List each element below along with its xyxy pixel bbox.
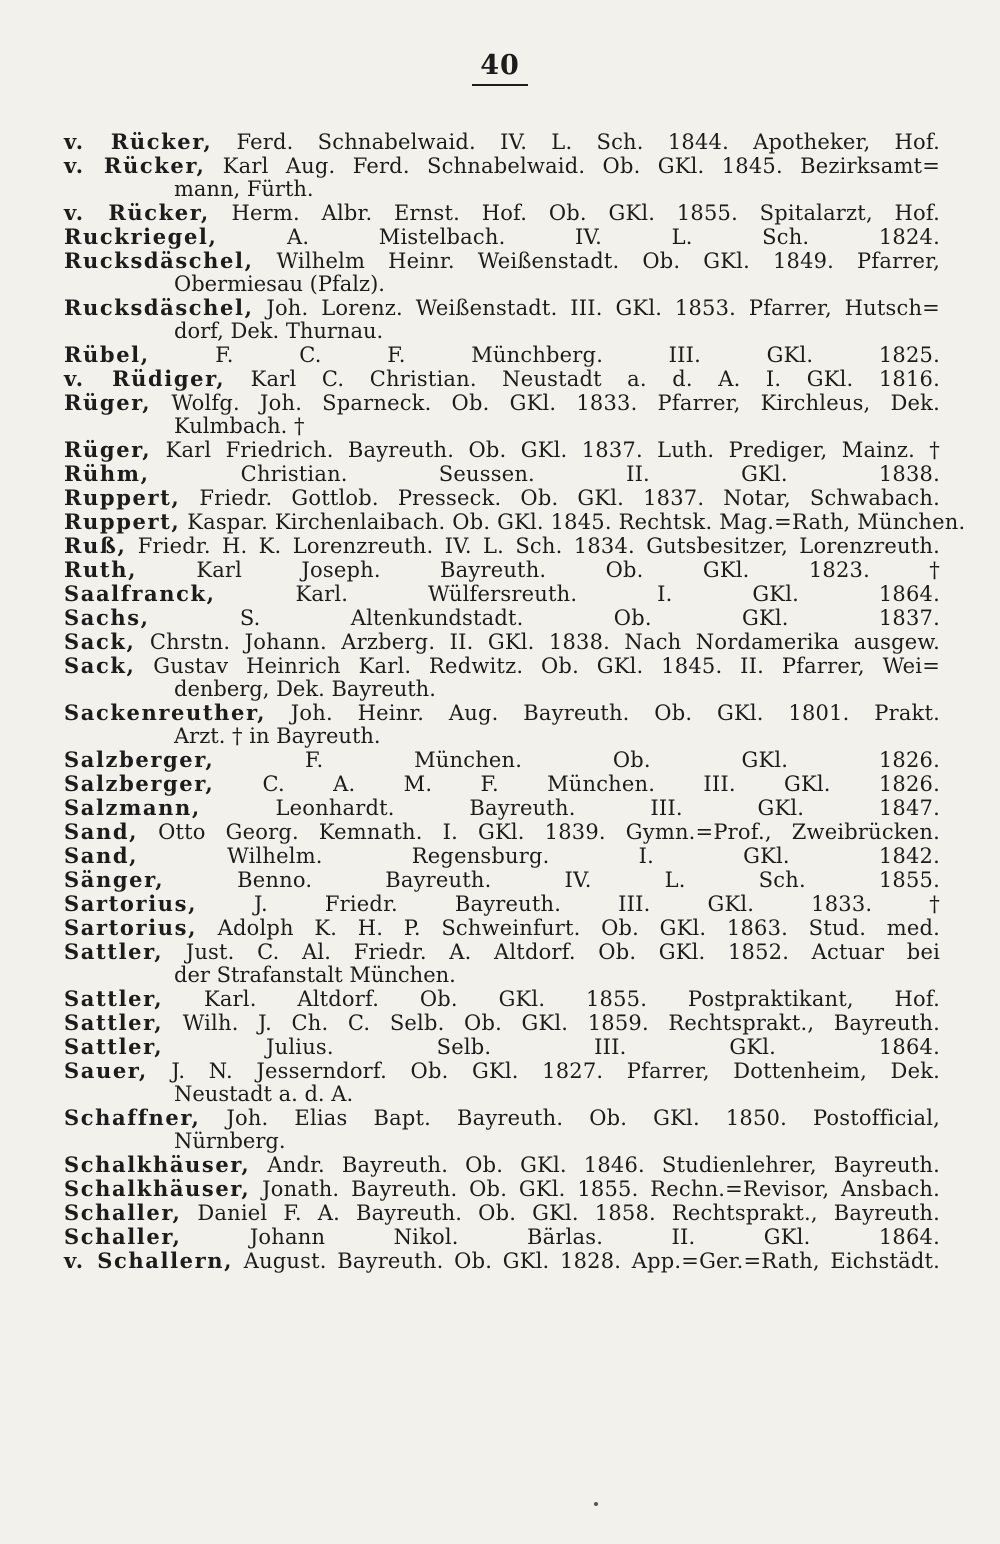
entry-details: Gustav Heinrich Karl. Redwitz. Ob. GKl. 1845. II. Pfarrer, Wei= <box>153 654 940 678</box>
entry-details: F. München. Ob. GKl. 1826. <box>305 748 940 772</box>
entry-surname: v. Rücker, <box>64 129 213 154</box>
entry-details: Wilh. J. Ch. C. Selb. Ob. GKl. 1859. Rechtsprakt., Bayreuth. <box>182 1011 940 1035</box>
entry-details: Karl C. Christian. Neustadt a. d. A. I. GKl. 1816. <box>250 367 940 391</box>
entry-first-line <box>64 1201 940 1225</box>
entry-surname: Ruth, <box>64 557 137 582</box>
entry-first-line <box>64 772 940 796</box>
entry-details: Karl Aug. Ferd. Schnabelwaid. Ob. GKl. 1845. Bezirksamt= <box>222 154 940 178</box>
register-entry <box>64 486 940 510</box>
entry-surname: Schalkhäuser, <box>64 1176 251 1201</box>
entry-surname: Schalkhäuser, <box>64 1152 251 1177</box>
entry-first-line <box>64 892 940 916</box>
entry-surname: Schaffner, <box>64 1105 201 1130</box>
entry-surname: Sackenreuther, <box>64 700 267 725</box>
entry-first-line <box>64 391 940 415</box>
entry-surname: Sartorius, <box>64 891 197 916</box>
entry-continuation: Kulmbach. † <box>174 414 305 438</box>
register-entry <box>64 438 940 462</box>
entry-first-line <box>64 1106 940 1130</box>
entry-first-line <box>64 367 940 391</box>
register-entry <box>64 225 940 249</box>
entry-first-line <box>64 987 940 1011</box>
register-entry <box>64 509 966 534</box>
register-entry <box>64 1153 940 1177</box>
entry-first-line <box>64 844 940 868</box>
register-entry <box>64 654 940 701</box>
entry-first-line <box>64 201 940 225</box>
register-entry <box>64 201 940 225</box>
entry-surname: Sattler, <box>64 1034 164 1059</box>
entry-surname: Salzberger, <box>64 747 215 772</box>
entry-first-line <box>64 796 940 820</box>
entry-details: Wilhelm. Regensburg. I. GKl. 1842. <box>227 844 940 868</box>
entry-surname: Rüger, <box>64 437 152 462</box>
entry-first-line <box>64 654 940 678</box>
entry-surname: Ruppert, <box>64 509 181 534</box>
entry-details: Wilhelm Heinr. Weißenstadt. Ob. GKl. 1849. Pfarrer, <box>276 249 940 273</box>
entry-surname: Sauer, <box>64 1058 148 1083</box>
register-entry <box>64 1035 940 1059</box>
entry-continuation: Nürnberg. <box>174 1129 286 1153</box>
entry-details: Benno. Bayreuth. IV. L. Sch. 1855. <box>237 868 940 892</box>
entry-continuation: der Strafanstalt München. <box>174 963 456 987</box>
entry-details: Karl Joseph. Bayreuth. Ob. GKl. 1823. † <box>196 558 940 582</box>
entry-surname: Sartorius, <box>64 915 197 940</box>
entry-details: Joh. Lorenz. Weißenstadt. III. GKl. 1853. Pfarrer, Hutsch= <box>266 296 940 320</box>
entry-first-line <box>64 1011 940 1035</box>
ink-dot <box>594 1502 598 1506</box>
entry-details: Daniel F. A. Bayreuth. Ob. GKl. 1858. Rechtsprakt., Bayreuth. <box>197 1201 940 1225</box>
register-entry <box>64 916 940 940</box>
entry-surname: v. Rücker, <box>64 153 206 178</box>
entry-first-line <box>64 343 940 367</box>
entry-surname: v. Schallern, <box>64 1248 234 1273</box>
entry-details: C. A. M. F. München. III. GKl. 1826. <box>262 772 940 796</box>
entry-surname: Sachs, <box>64 605 150 630</box>
entry-first-line <box>64 1249 940 1273</box>
entry-details: Karl Friedrich. Bayreuth. Ob. GKl. 1837. Luth. Prediger, Mainz. † <box>165 438 940 462</box>
register-entry <box>64 892 940 916</box>
entry-surname: Saalfranck, <box>64 581 216 606</box>
entry-details: Joh. Heinr. Aug. Bayreuth. Ob. GKl. 1801. Prakt. <box>290 701 940 725</box>
entry-surname: Rucksdäschel, <box>64 248 254 273</box>
entry-details: Otto Georg. Kemnath. I. GKl. 1839. Gymn.=Prof., Zweibrücken. <box>158 820 940 844</box>
register-entry <box>64 701 940 748</box>
entry-first-line <box>64 748 940 772</box>
entry-first-line <box>64 438 940 462</box>
entry-first-line <box>64 154 940 178</box>
register-entry <box>64 558 940 582</box>
entry-first-line <box>64 225 940 249</box>
entry-surname: Sack, <box>64 653 136 678</box>
entry-first-line <box>64 1153 940 1177</box>
entry-surname: Schaller, <box>64 1200 182 1225</box>
entry-first-line <box>64 820 940 844</box>
entry-details: Jonath. Bayreuth. Ob. GKl. 1855. Rechn.=Revisor, Ansbach. <box>262 1177 940 1201</box>
register-entry <box>64 630 940 654</box>
entry-first-line <box>64 916 940 940</box>
entry-details: Just. C. Al. Friedr. A. Altdorf. Ob. GKl. 1852. Actuar bei <box>185 940 940 964</box>
entry-surname: Salzmann, <box>64 795 201 820</box>
entry-first-line <box>64 510 965 534</box>
register-entry <box>64 820 940 844</box>
register-entry <box>64 868 940 892</box>
register-entry <box>64 249 940 296</box>
entry-details: Julius. Selb. III. GKl. 1864. <box>266 1035 940 1059</box>
entry-continuation: mann, Fürth. <box>174 177 314 201</box>
register-entry <box>64 1106 940 1153</box>
register-entry <box>64 772 940 796</box>
entry-details: Johann Nikol. Bärlas. II. GKl. 1864. <box>249 1225 940 1249</box>
entry-surname: Sattler, <box>64 986 164 1011</box>
entry-first-line <box>64 296 940 320</box>
entry-details: Friedr. H. K. Lorenzreuth. IV. L. Sch. 1834. Gutsbesitzer, Lorenzreuth. <box>137 534 940 558</box>
register-entry <box>64 1059 940 1106</box>
entry-first-line <box>64 558 940 582</box>
register-entry <box>64 367 940 391</box>
register-entry <box>64 1201 940 1225</box>
entry-continuation: Arzt. † in Bayreuth. <box>174 724 381 748</box>
register-entry <box>64 844 940 868</box>
register-entry <box>64 296 940 343</box>
entry-details: Ferd. Schnabelwaid. IV. L. Sch. 1844. Apotheker, Hof. <box>236 130 940 154</box>
entry-surname: v. Rücker, <box>64 200 210 225</box>
entry-details: J. Friedr. Bayreuth. III. GKl. 1833. † <box>254 892 940 916</box>
entry-details: J. N. Jesserndorf. Ob. GKl. 1827. Pfarrer, Dottenheim, Dek. <box>171 1059 940 1083</box>
entry-surname: Sack, <box>64 629 136 654</box>
entry-first-line <box>64 462 940 486</box>
entry-details: Joh. Elias Bapt. Bayreuth. Ob. GKl. 1850. Postofficial, <box>226 1106 940 1130</box>
entry-first-line <box>64 1035 940 1059</box>
entry-details: Chrstn. Johann. Arzberg. II. GKl. 1838. Nach Nordamerika ausgew. <box>149 630 940 654</box>
entry-details: Christian. Seussen. II. GKl. 1838. <box>240 462 940 486</box>
entry-details: August. Bayreuth. Ob. GKl. 1828. App.=Ger.=Rath, Eichstädt. <box>243 1249 940 1273</box>
entry-surname: Schaller, <box>64 1224 182 1249</box>
entry-first-line <box>64 130 940 154</box>
entry-surname: Salzberger, <box>64 771 215 796</box>
register-entry <box>64 940 940 987</box>
entry-continuation: Obermiesau (Pfalz). <box>174 272 385 296</box>
entry-continuation: denberg, Dek. Bayreuth. <box>174 677 436 701</box>
entry-first-line <box>64 1059 940 1083</box>
register-entry <box>64 154 940 201</box>
entry-continuation: dorf, Dek. Thurnau. <box>174 319 384 343</box>
register-entry <box>64 462 940 486</box>
entry-first-line <box>64 868 940 892</box>
entry-surname: Ruß, <box>64 533 127 558</box>
entry-first-line <box>64 534 940 558</box>
register-entry <box>64 748 940 772</box>
entry-first-line <box>64 630 940 654</box>
entry-first-line <box>64 486 940 510</box>
entry-details: F. C. F. Münchberg. III. GKl. 1825. <box>215 343 940 367</box>
entry-surname: Sattler, <box>64 939 164 964</box>
register-entry <box>64 130 940 154</box>
register-entry <box>64 796 940 820</box>
entry-first-line <box>64 701 940 725</box>
entry-details: Adolph K. H. P. Schweinfurt. Ob. GKl. 1863. Stud. med. <box>217 916 940 940</box>
entry-first-line <box>64 1177 940 1201</box>
entry-details: S. Altenkundstadt. Ob. GKl. 1837. <box>239 606 940 630</box>
register-entry <box>64 391 940 438</box>
entry-details: Karl. Wülfersreuth. I. GKl. 1864. <box>295 582 940 606</box>
register-entry <box>64 1249 940 1273</box>
register-entry <box>64 987 940 1011</box>
register-entry <box>64 606 940 630</box>
entry-details: Wolfg. Joh. Sparneck. Ob. GKl. 1833. Pfarrer, Kirchleus, Dek. <box>171 391 940 415</box>
entry-surname: Rühm, <box>64 461 150 486</box>
register-entries <box>64 129 966 1273</box>
entry-surname: Rübel, <box>64 342 150 367</box>
entry-surname: Rucksdäschel, <box>64 295 254 320</box>
register-entry <box>64 1011 940 1035</box>
entry-details: Herm. Albr. Ernst. Hof. Ob. GKl. 1855. Spitalarzt, Hof. <box>231 201 940 225</box>
entry-first-line <box>64 249 940 273</box>
entry-surname: Sänger, <box>64 867 165 892</box>
entry-details: Andr. Bayreuth. Ob. GKl. 1846. Studienlehrer, Bayreuth. <box>267 1153 940 1177</box>
register-entry <box>64 582 940 606</box>
entry-details: A. Mistelbach. IV. L. Sch. 1824. <box>286 225 940 249</box>
entry-details: Karl. Altdorf. Ob. GKl. 1855. Postpraktikant, Hof. <box>203 987 940 1011</box>
entry-details: Leonhardt. Bayreuth. III. GKl. 1847. <box>275 796 940 820</box>
entry-details: Friedr. Gottlob. Presseck. Ob. GKl. 1837. Notar, Schwabach. <box>199 486 940 510</box>
register-entry <box>64 1177 940 1201</box>
entry-continuation: Neustadt a. d. A. <box>174 1082 354 1106</box>
page-number: 40 <box>0 50 1000 86</box>
entry-first-line <box>64 582 940 606</box>
entry-first-line <box>64 940 940 964</box>
entry-first-line <box>64 1225 940 1249</box>
entry-surname: Ruckriegel, <box>64 224 218 249</box>
entry-surname: v. Rüdiger, <box>64 366 226 391</box>
entry-surname: Sand, <box>64 819 139 844</box>
entry-details: Kaspar. Kirchenlaibach. Ob. GKl. 1845. Rechtsk. Mag.=Rath, München. <box>187 510 966 534</box>
entry-surname: Sattler, <box>64 1010 164 1035</box>
entry-first-line <box>64 606 940 630</box>
entry-surname: Sand, <box>64 843 139 868</box>
entry-surname: Rüger, <box>64 390 152 415</box>
register-entry <box>64 534 940 558</box>
register-entry <box>64 1225 940 1249</box>
register-entry <box>64 343 940 367</box>
entry-surname: Ruppert, <box>64 485 181 510</box>
